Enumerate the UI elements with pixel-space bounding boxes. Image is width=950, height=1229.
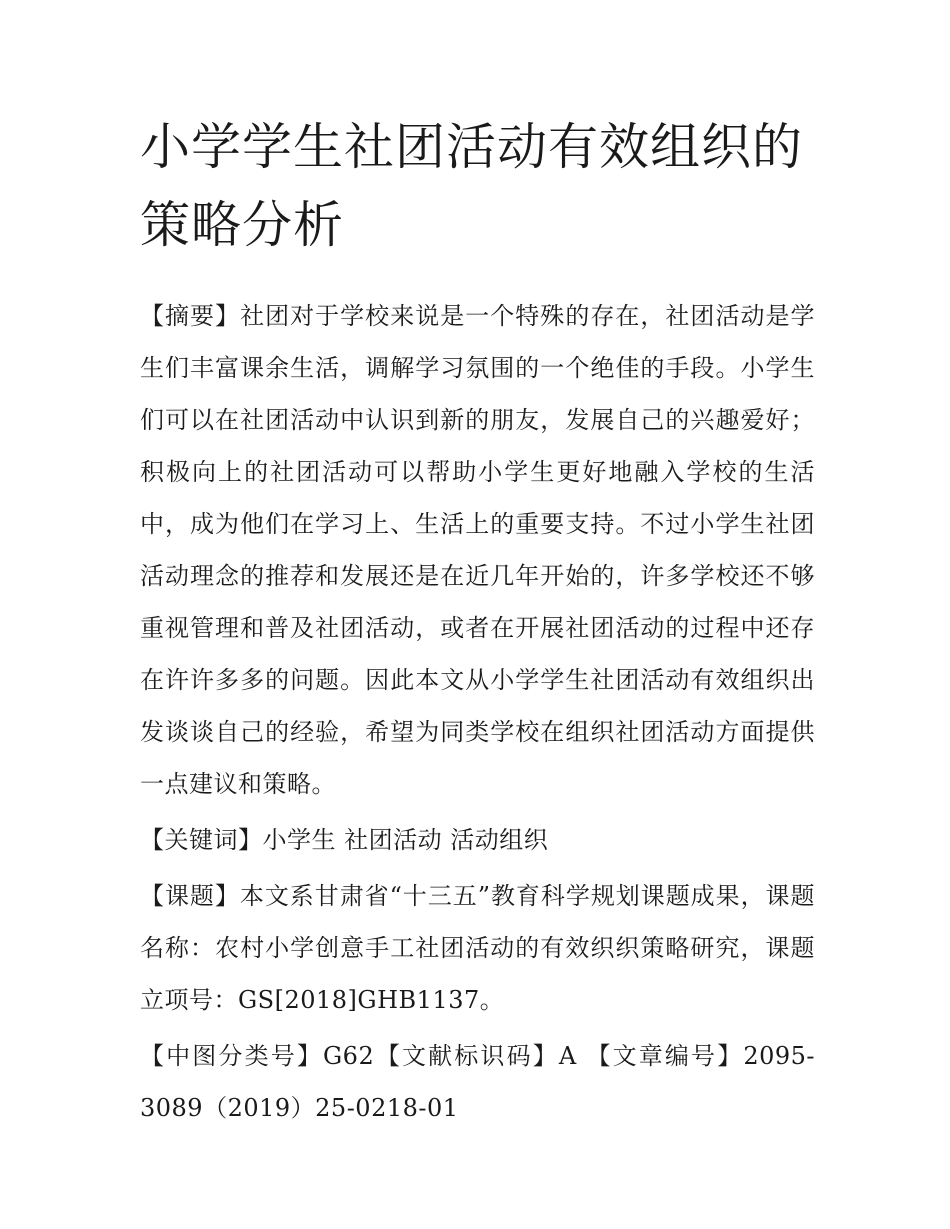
project-paragraph — [140, 870, 815, 1026]
article-no-label: 【文章编号】 — [586, 1042, 744, 1070]
doc-code-value: A — [558, 1042, 577, 1070]
article-no-value: 2095-3089（2019）25-0218-01 — [140, 1042, 816, 1122]
abstract-paragraph — [140, 290, 815, 810]
classification-paragraph — [140, 1030, 815, 1134]
abstract-label: 【摘要】 — [140, 302, 241, 330]
keywords-paragraph — [140, 814, 815, 866]
project-text: 本文系甘肃省“十三五”教育科学规划课题成果，课题名称：农村小学创意手工社团活动的有效织织策略研究，课题立项号：GS[2018]GHB1137。 — [140, 882, 816, 1014]
project-label: 【课题】 — [140, 882, 240, 910]
document-page — [140, 108, 815, 1138]
document-title: 小学学生社团活动有效组织的策略分析 — [140, 118, 803, 254]
abstract-text: 社团对于学校来说是一个特殊的存在，社团活动是学生们丰富课余生活，调解学习氛围的一个绝佳的手段。小学生们可以在社团活动中认识到新的朋友，发展自己的兴趣爱好；积极向上的社团活动可以帮助小学生更好地融入学校的生活中，成为他们在学习上、生活上的重要支持。不过小学生社团活动理念的推荐和发展还是在近几年开始的，许多学校还不够重视管理和普及社团活动，或者在开展社团活动的过程中还存在许许多多的问题。因此本文从小学学生社团活动有效组织出发谈谈自己的经验，希望为同类学校在组织社团活动方面提供一点建议和策略。 — [140, 302, 815, 798]
doc-code-label: 【文献标识码】 — [374, 1042, 559, 1070]
keywords-text: 小学生 社团活动 活动组织 — [262, 826, 549, 854]
clc-label: 【中图分类号】 — [140, 1042, 323, 1070]
keywords-label: 【关键词】 — [140, 826, 263, 854]
clc-value: G62 — [323, 1042, 375, 1070]
